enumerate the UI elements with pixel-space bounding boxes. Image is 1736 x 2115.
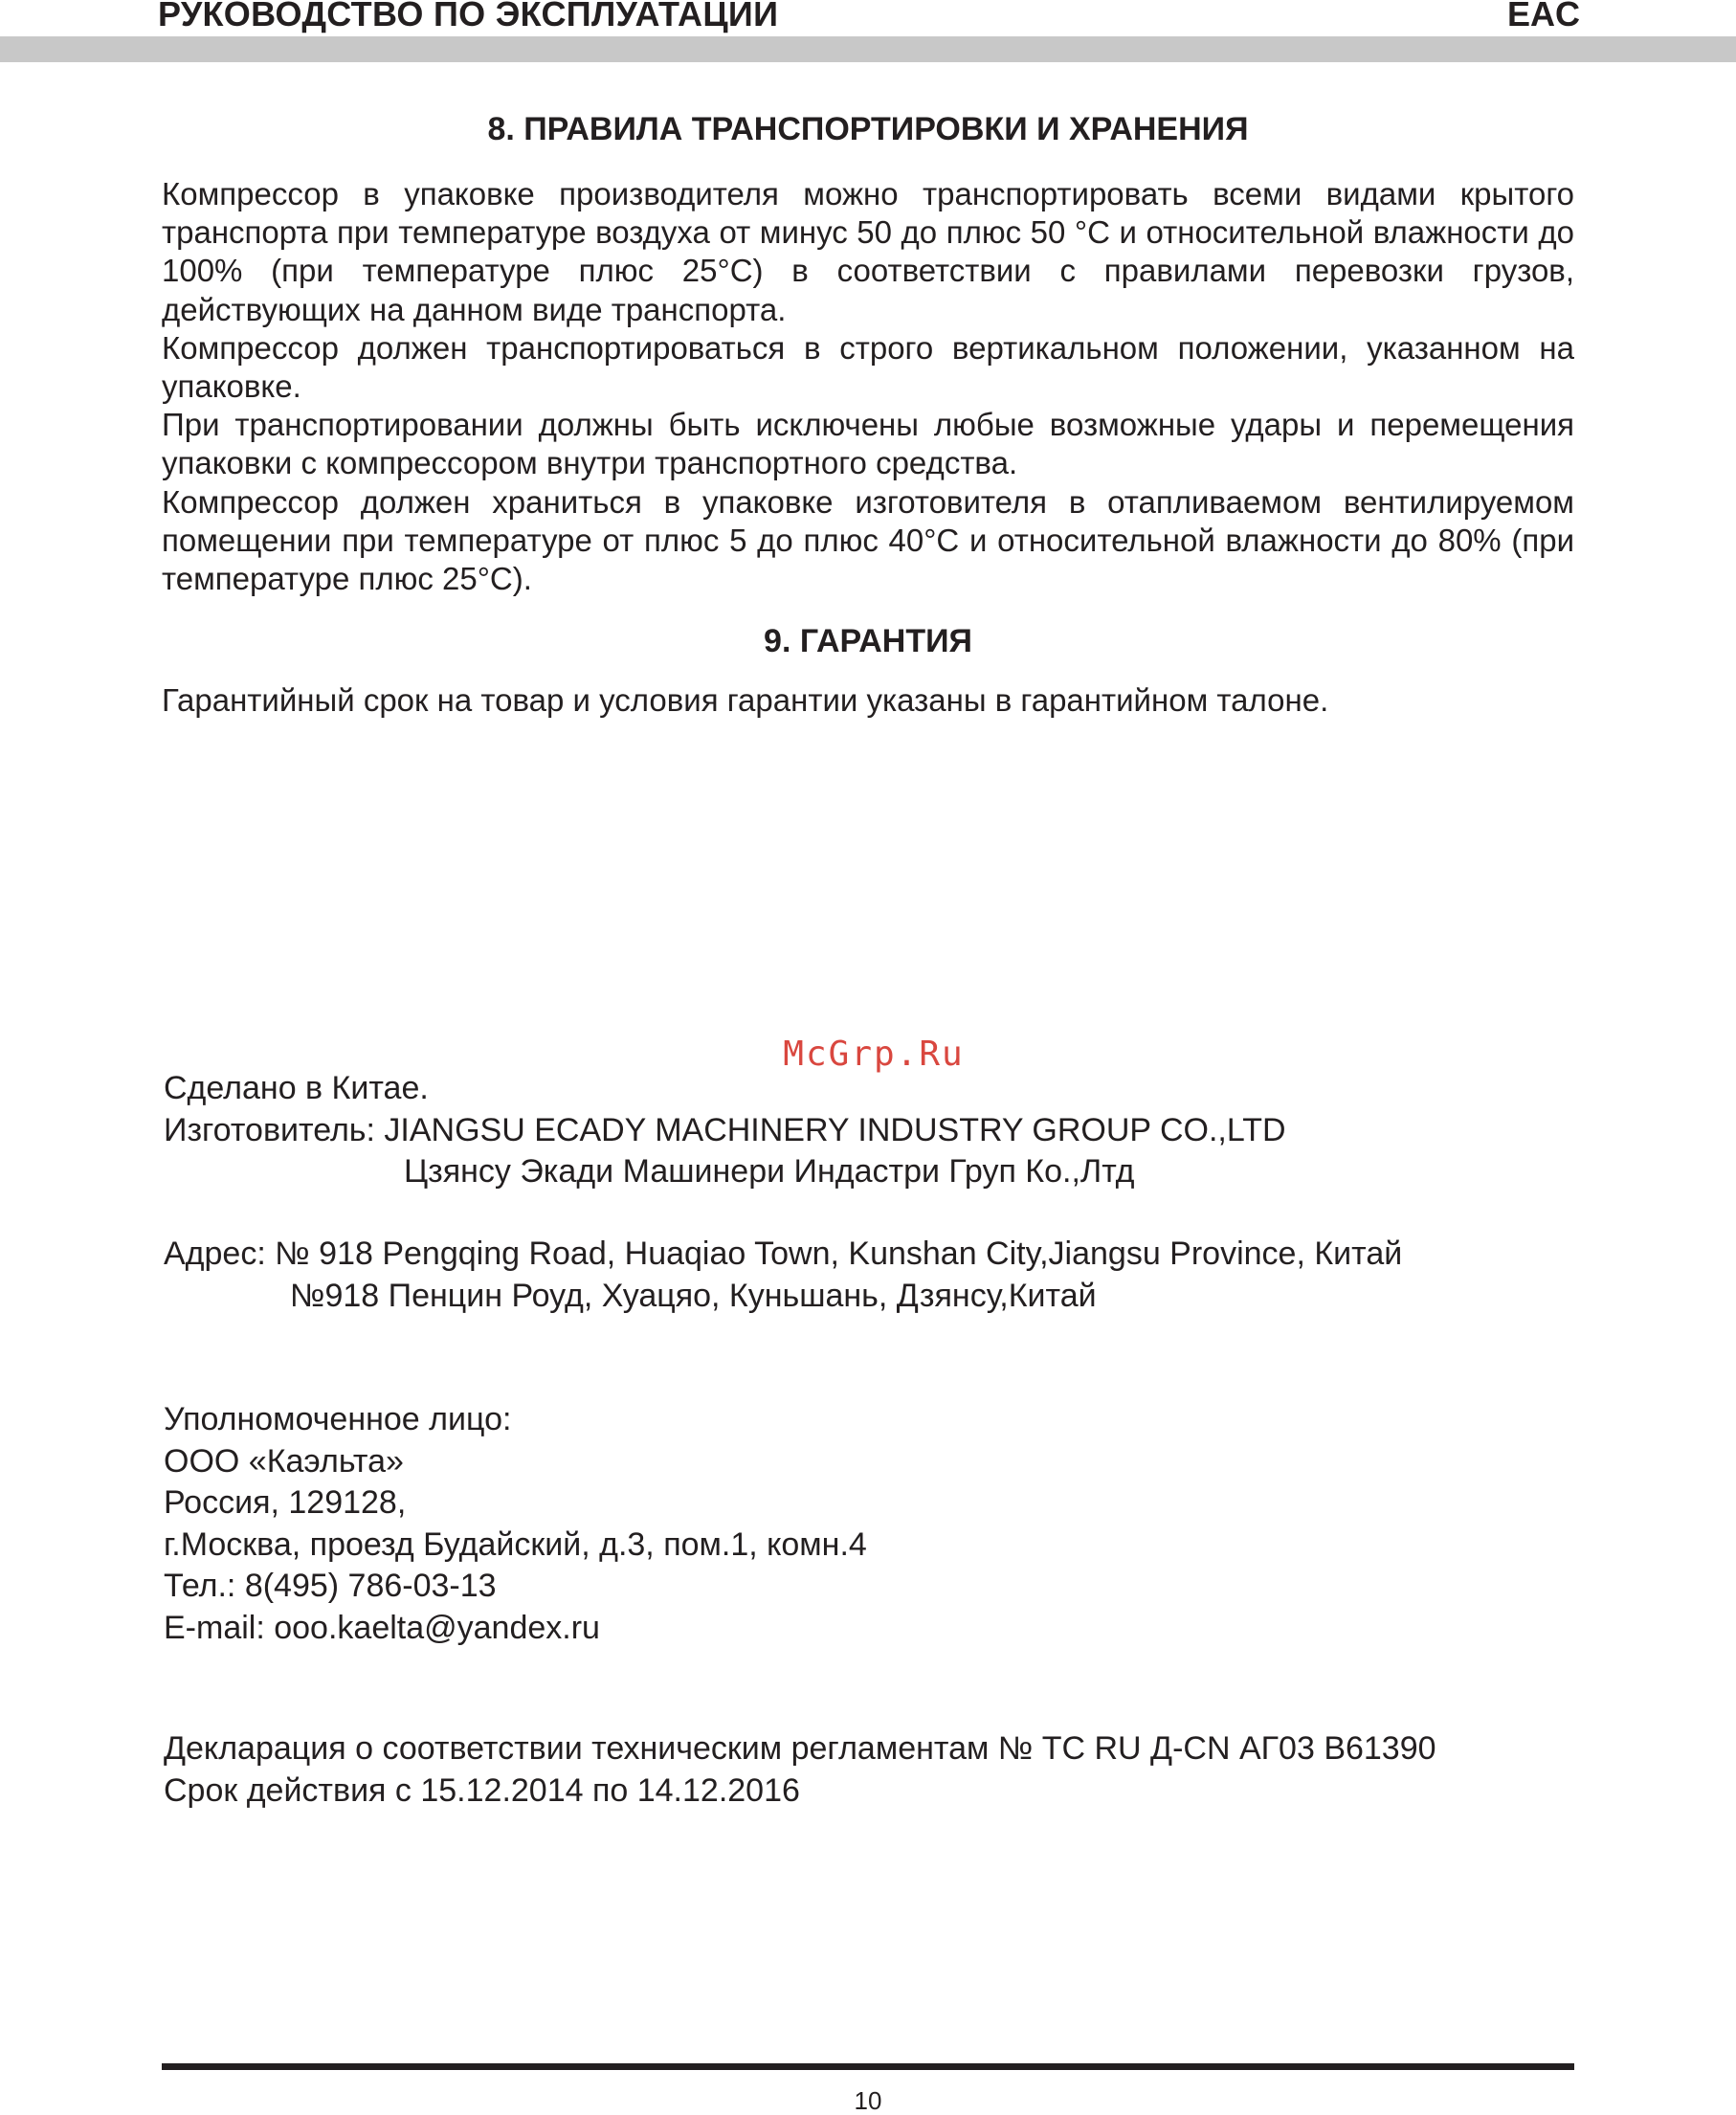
vertical-position-paragraph: Компрессор должен транспортироваться в строго вертикальном положении, указанном на упаковке. bbox=[162, 329, 1574, 405]
section-8-heading: 8. ПРАВИЛА ТРАНСПОРТИРОВКИ И ХРАНЕНИЯ bbox=[487, 111, 1249, 147]
address-en: № 918 Pengqing Road, Huaqiao Town, Kunshan City,Jiangsu Province, Китай bbox=[275, 1236, 1403, 1272]
declaration-number: Декларация о соответствии техническим регламентам № ТС RU Д-CN АГ03 В61390 bbox=[164, 1730, 1436, 1767]
declaration-block bbox=[164, 1728, 1436, 1812]
manufacturer-block bbox=[164, 1068, 1286, 1193]
section-8-body bbox=[162, 175, 1574, 598]
address-label: Адрес: bbox=[164, 1236, 276, 1272]
authorized-company: ООО «Каэльта» bbox=[164, 1442, 404, 1480]
header-bar bbox=[0, 36, 1736, 62]
section-9-heading: 9. ГАРАНТИЯ bbox=[764, 623, 972, 659]
address-ru: №918 Пенцин Роуд, Хуацяо, Куньшань, Дзянсу,Китай bbox=[290, 1277, 1097, 1314]
address-line-en bbox=[164, 1234, 1402, 1276]
storage-paragraph: Компрессор должен храниться в упаковке изготовителя в отапливаемом вентилируемом помещении при температуре от плюс 5 до плюс 40°С и относительной влажности до 80% (при температуре плюс 25°С). bbox=[162, 483, 1574, 597]
watermark: McGrp.Ru bbox=[783, 1035, 965, 1074]
warranty-text: Гарантийный срок на товар и условия гарантии указаны в гарантийном талоне. bbox=[162, 682, 1329, 718]
document-title: РУКОВОДСТВО ПО ЭКСПЛУАТАЦИИ bbox=[158, 0, 779, 33]
authorized-country: Россия, 129128, bbox=[164, 1484, 407, 1521]
page-number: 10 bbox=[854, 2086, 882, 2115]
eac-mark: EAC bbox=[1506, 0, 1580, 33]
authorized-label: Уполномоченное лицо: bbox=[164, 1401, 512, 1437]
origin-line: Сделано в Китае. bbox=[164, 1070, 429, 1106]
manufacturer-name-ru: Цзянсу Экади Машинери Индастри Груп Ко.,Лтд bbox=[404, 1153, 1135, 1190]
manufacturer-name-en: JIANGSU ECADY MACHINERY INDUSTRY GROUP CO.,LTD bbox=[384, 1111, 1286, 1148]
authorized-email: E-mail: ooo.kaelta@yandex.ru bbox=[164, 1609, 600, 1646]
authorized-street: г.Москва, проезд Будайский, д.3, пом.1, комн.4 bbox=[164, 1525, 867, 1563]
authorized-phone: Тел.: 8(495) 786-03-13 bbox=[164, 1568, 497, 1604]
manufacturer-label: Изготовитель: bbox=[164, 1111, 385, 1148]
authorized-block bbox=[164, 1399, 867, 1649]
transport-paragraph: Компрессор в упаковке производителя можно транспортировать всеми видами крытого транспорта при температуре воздуха от минус 50 до плюс 50 °С и относительной влажности до 100% (при температуре плюс 25°С) в соответствии с правилами перевозки грузов, действующих на данном виде транспорта. bbox=[162, 176, 1574, 327]
section-9-body bbox=[162, 681, 1574, 720]
impact-paragraph: При транспортировании должны быть исключены любые возможные удары и перемещения упаковки с компрессором внутри транспортного средства. bbox=[162, 407, 1574, 481]
footer-rule bbox=[162, 2063, 1574, 2070]
manufacturer-line bbox=[164, 1110, 1286, 1152]
address-block bbox=[164, 1234, 1402, 1317]
declaration-validity: Срок действия с 15.12.2014 по 14.12.2016 bbox=[164, 1771, 800, 1809]
